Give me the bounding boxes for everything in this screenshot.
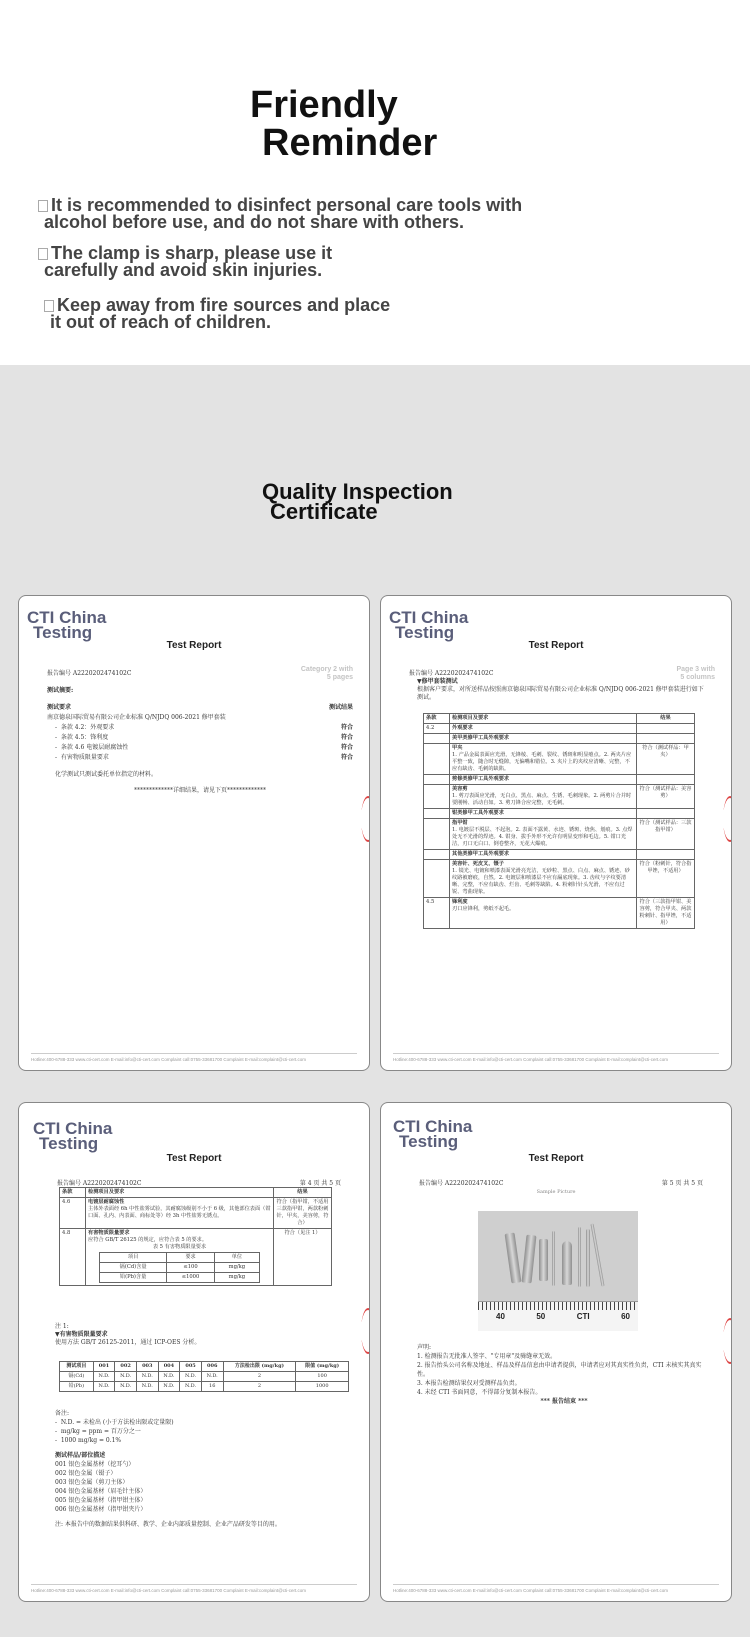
report-footer: Hotline:400-6788-333 www.cti-cert.com E-mail:info@cti-cert.com Complaint call:0755-33681700 Complaint E-mail:complaint@cti-cert.com — [393, 1053, 719, 1062]
reminder-title — [250, 86, 437, 162]
nail-clipper-icon — [522, 1235, 537, 1284]
table-row: 甲夹 1. 产品金属表面应光滑，无锋棱、毛刺、裂纹、锈斑和明显瘪点。2. 两夹片应平整一致，随合时无缝隙，无偏嘴和错位。3. 夹片上的夹纹应清晰、完整，不应有缺齿、毛刺的缺陷。 符合（测试样品：甲夹） — [424, 744, 695, 775]
checkbox-glyph-icon — [44, 300, 54, 312]
report-footer: Hotline:400-6788-333 www.cti-cert.com E-mail:info@cti-cert.com Complaint call:0755-33681700 Complaint E-mail:complaint@cti-cert.com — [31, 1584, 357, 1593]
table-row: 美甲类修甲工具外观要求 — [424, 734, 695, 744]
red-seal-stamp-icon — [723, 1318, 732, 1364]
report-title: Test Report — [528, 1153, 584, 1164]
needle-icon — [590, 1223, 604, 1287]
certificate-title — [262, 479, 453, 524]
col-item: 检测项目及要求 — [86, 1188, 274, 1198]
tip-text: alcohol before use, and do not share with others. — [44, 212, 465, 232]
report-end: *** 报告结束 *** — [540, 1398, 588, 1405]
section-heading: ▼修甲套装测试 — [417, 678, 458, 685]
cti-logo: CTI China Testing — [27, 608, 107, 642]
cuticle-pusher-icon — [552, 1231, 555, 1286]
tip-text: carefully and avoid skin injuries. — [44, 260, 323, 280]
tip-text: Keep away from fire sources and place — [57, 295, 391, 315]
table-row: 美容针、死皮叉、镊子 1. 镜光、电镀和喷漆表面光滑亮光洁，无砂粒、黑点、白点、麻点、锈迹、砂纹路被磨痕，自然。2. 电镀层和喷漆层不应有漏底现象。3. 齿纹与字纹要清晰、完整，不应有缺齿、烂齿、毛刺等缺陷。4. 粉刺针针头光滑，不应有过锐、弯曲现象。 符合（粉刺针，符合指甲锉，不适用） — [424, 860, 695, 898]
summary-item: - 有害物质限量要求 符合 — [55, 754, 353, 761]
report-number: 报告编号 A2220202474102C — [419, 1180, 504, 1187]
heavy-metal-results-table: 测试项目 001 002 003 004 005 006 方法检出限 (mg/kg) 限值 (mg/kg) 镉(Cd) N.D. N.D. N.D. N.D. N.D. N.D. 2 100 铅(Pb) N.D. N.D. N.D. N.D. N.D. 16 2 1000 — [59, 1361, 349, 1392]
reminder-title-line1: Friendly — [250, 84, 398, 126]
table-row: 指甲钳 1. 电镀层不脱层、不起泡。2. 表面不露黄、水迹、锈斑、烧焦、划痕。3. 点焊处无不光滑的焊迹。4. 钳身、拔手外形不允许有明显变形和毛边。5. 钳口光洁，刃口无白口、倒卷整齐，无花大爆痕。 符合（测试样品：三款指甲钳） — [424, 819, 695, 850]
watermark: Page 3 with 5 columns — [676, 666, 715, 681]
ruler: 40 50 CTI 60 — [478, 1301, 638, 1331]
report-title: Test Report — [166, 1153, 222, 1164]
page-number: 第 5 页 共 5 页 — [661, 1180, 703, 1187]
col-clause: 条款 — [60, 1188, 86, 1198]
red-seal-stamp-icon — [723, 796, 732, 842]
corrosion-hazard-table — [59, 1187, 332, 1286]
report-number: 报告编号 A2220202474102C — [47, 670, 132, 677]
col-clause: 条款 — [424, 714, 450, 724]
checkbox-glyph-icon — [38, 200, 48, 212]
report-page-2 — [18, 595, 370, 1071]
certificate-title-line2: Certificate — [270, 499, 378, 524]
report-number: 报告编号 A2220202474102C — [409, 670, 494, 677]
report-page-3 — [380, 595, 732, 1071]
table-row: 4.2 外观要求 — [424, 724, 695, 734]
report-number: 报告编号 A2220202474102C — [57, 1180, 142, 1187]
summary-item: - 条款 4.6 电镀层耐腐蚀性 符合 — [55, 744, 353, 751]
result-heading: 测试结果 — [328, 704, 353, 711]
table-row: 剪修类修甲工具外观要求 — [424, 775, 695, 785]
col-result: 结果 — [637, 714, 695, 724]
reminder-title-line2: Reminder — [262, 122, 438, 164]
remarks-and-samples: 备注: - N.D. = 未检出 (小于方法检出限或定量限) - mg/kg = ppm = 百万分之一 - 1000 mg/kg = 0.1% 测试样品/部位描述 001 银色金属基材（挖耳勺） 002 银色金属（镊子） 003 银色金属（剪刀主体） 004 银色金属基材（眉毛针主体） 005 银色金属基材（指甲钳主体） 006 银色金属基材（指甲钳夹片） 注: 本报告中的数据结果供科研、教学、企业内部质量控制、企业产品研发等目的用。 — [55, 1410, 281, 1528]
report-footer: Hotline:400-6788-333 www.cti-cert.com E-mail:info@cti-cert.com Complaint call:0755-33681700 Complaint E-mail:complaint@cti-cert.com — [31, 1053, 357, 1062]
nail-file-icon — [586, 1229, 590, 1287]
nail-clipper-icon — [539, 1239, 548, 1281]
red-seal-stamp-icon — [361, 796, 370, 842]
table-row: 4.6 电镀层耐腐蚀性 主体外表面经 6h 中性盐雾试验，其耐腐蚀级别不小于 6 级，其他部位表面（钳口面、孔内、内表面、商标处等）经 3h 中性盐雾无锈点。 符合（指甲钳，不适用三款指甲钳，两款粉刺针，甲夹，美容剪，符合） — [60, 1198, 332, 1229]
intro-text: 根据客户要求，对所送样品按照南京德泉国际贸易有限公司企业标准 Q/NJDQ 006-2021 修甲套装进行如下测试。 — [417, 686, 704, 701]
ear-pick-icon — [578, 1227, 581, 1287]
table-row: 铅(Pb) N.D. N.D. N.D. N.D. N.D. 16 2 1000 — [60, 1382, 349, 1392]
tip-fire-children — [44, 297, 390, 331]
table-row: 钳类修甲工具外观要求 — [424, 809, 695, 819]
summary-item: - 条款 4.2：外观要求 符合 — [55, 724, 353, 731]
watermark: Category 2 with 5 pages — [300, 666, 353, 681]
standard-text: 南京德泉国际贸易有限公司企业标准 Q/NJDQ 006-2021 修甲套装 — [47, 714, 226, 721]
tip-text: The clamp is sharp, please use it — [51, 243, 333, 263]
friendly-reminder-section — [0, 0, 750, 365]
summary-heading: 测试摘要: — [47, 687, 74, 694]
req-heading: 测试要求 — [47, 704, 72, 711]
cti-logo: CTI China Testing — [33, 1119, 113, 1153]
tip-text: it out of reach of children. — [50, 312, 272, 332]
tip-disinfect — [38, 197, 522, 231]
red-seal-stamp-icon — [361, 1308, 370, 1354]
certificate-title-line1: Quality Inspection — [262, 479, 453, 504]
tip-text: It is recommended to disinfect personal care tools with — [51, 195, 523, 215]
tweezer-icon — [505, 1233, 522, 1284]
method-note: 注 1: ▼有害物质限量要求 使用方法 GB/T 26125-2011，通过 ICP-OES 分析。 — [55, 1323, 201, 1346]
appearance-test-table — [423, 713, 695, 929]
table-row: 其他类修甲工具外观要求 — [424, 850, 695, 860]
chemical-note: 化学测试只测试委托单位指定的材料。 — [55, 771, 158, 778]
table-row: 4.8 有害物质限量要求 应符合 GB/T 26125 的规定，应符合表 5 的要求。 表 5 有害物质限量要求 项目 要求 单位 镉(Cd)含量 ≤100 mg/kg 铅(Pb)含量 ≤1000 mg/kg 符合（见注 1） — [60, 1229, 332, 1286]
col-item: 检测项目及要求 — [450, 714, 637, 724]
report-footer: Hotline:400-6788-333 www.cti-cert.com E-mail:info@cti-cert.com Complaint call:0755-33681700 Complaint E-mail:complaint@cti-cert.com — [393, 1584, 719, 1593]
scissors-icon — [562, 1241, 572, 1285]
cti-logo: CTI China Testing — [389, 608, 469, 642]
summary-item: - 条款 4.5：锋利度 符合 — [55, 734, 353, 741]
limits-table: 项目 要求 单位 镉(Cd)含量 ≤100 mg/kg 铅(Pb)含量 ≤1000 mg/kg — [99, 1252, 260, 1283]
test-summary — [47, 686, 353, 796]
tip-clamp-sharp — [38, 245, 332, 279]
sample-photo — [478, 1211, 638, 1331]
sample-picture-label: Sample Picture — [536, 1189, 576, 1195]
table-row: 4.5 锋利度 刃口应锋利，剪纸不起毛。 符合（三款指甲钳、美容剪，符合甲夹、两款粉刺针、指甲锉，不适用） — [424, 898, 695, 929]
page-number: 第 4 页 共 5 页 — [299, 1180, 341, 1187]
report-page-5 — [380, 1102, 732, 1602]
test-intro — [417, 678, 707, 702]
table-row: 镉(Cd) N.D. N.D. N.D. N.D. N.D. N.D. 2 100 — [60, 1372, 349, 1382]
details-see-next-page: *************详细结果，请见下页************* — [133, 787, 266, 794]
quality-certificate-section — [0, 365, 750, 1637]
table-row: 美容剪 1. 剪刀表面应光滑，无白点、黑点、麻点、生锈、毛刺现象。2. 两剪片合并时要刚畅、活动自如。3. 剪刀锋合应完整，无毛刺。 符合（测试样品：美容剪） — [424, 785, 695, 809]
report-title: Test Report — [166, 640, 222, 651]
col-result: 结果 — [274, 1188, 332, 1198]
checkbox-glyph-icon — [38, 248, 48, 260]
report-page-4 — [18, 1102, 370, 1602]
cti-logo: CTI China Testing — [393, 1117, 473, 1151]
report-title: Test Report — [528, 640, 584, 651]
declaration: 声明: 1. 检测报告无批准人签字、"专用章"及骑缝章无效。 2. 报告抬头公司名称及地址、样品及样品信息由申请者提供，申请者应对其真实性负责，CTI 未核实其真实性。 3. 本报告检测结果仅对受测样品负责。 4. 未经 CTI 书面同意，不得部分复制本报告。 *** 报告结束 *** — [417, 1343, 711, 1406]
